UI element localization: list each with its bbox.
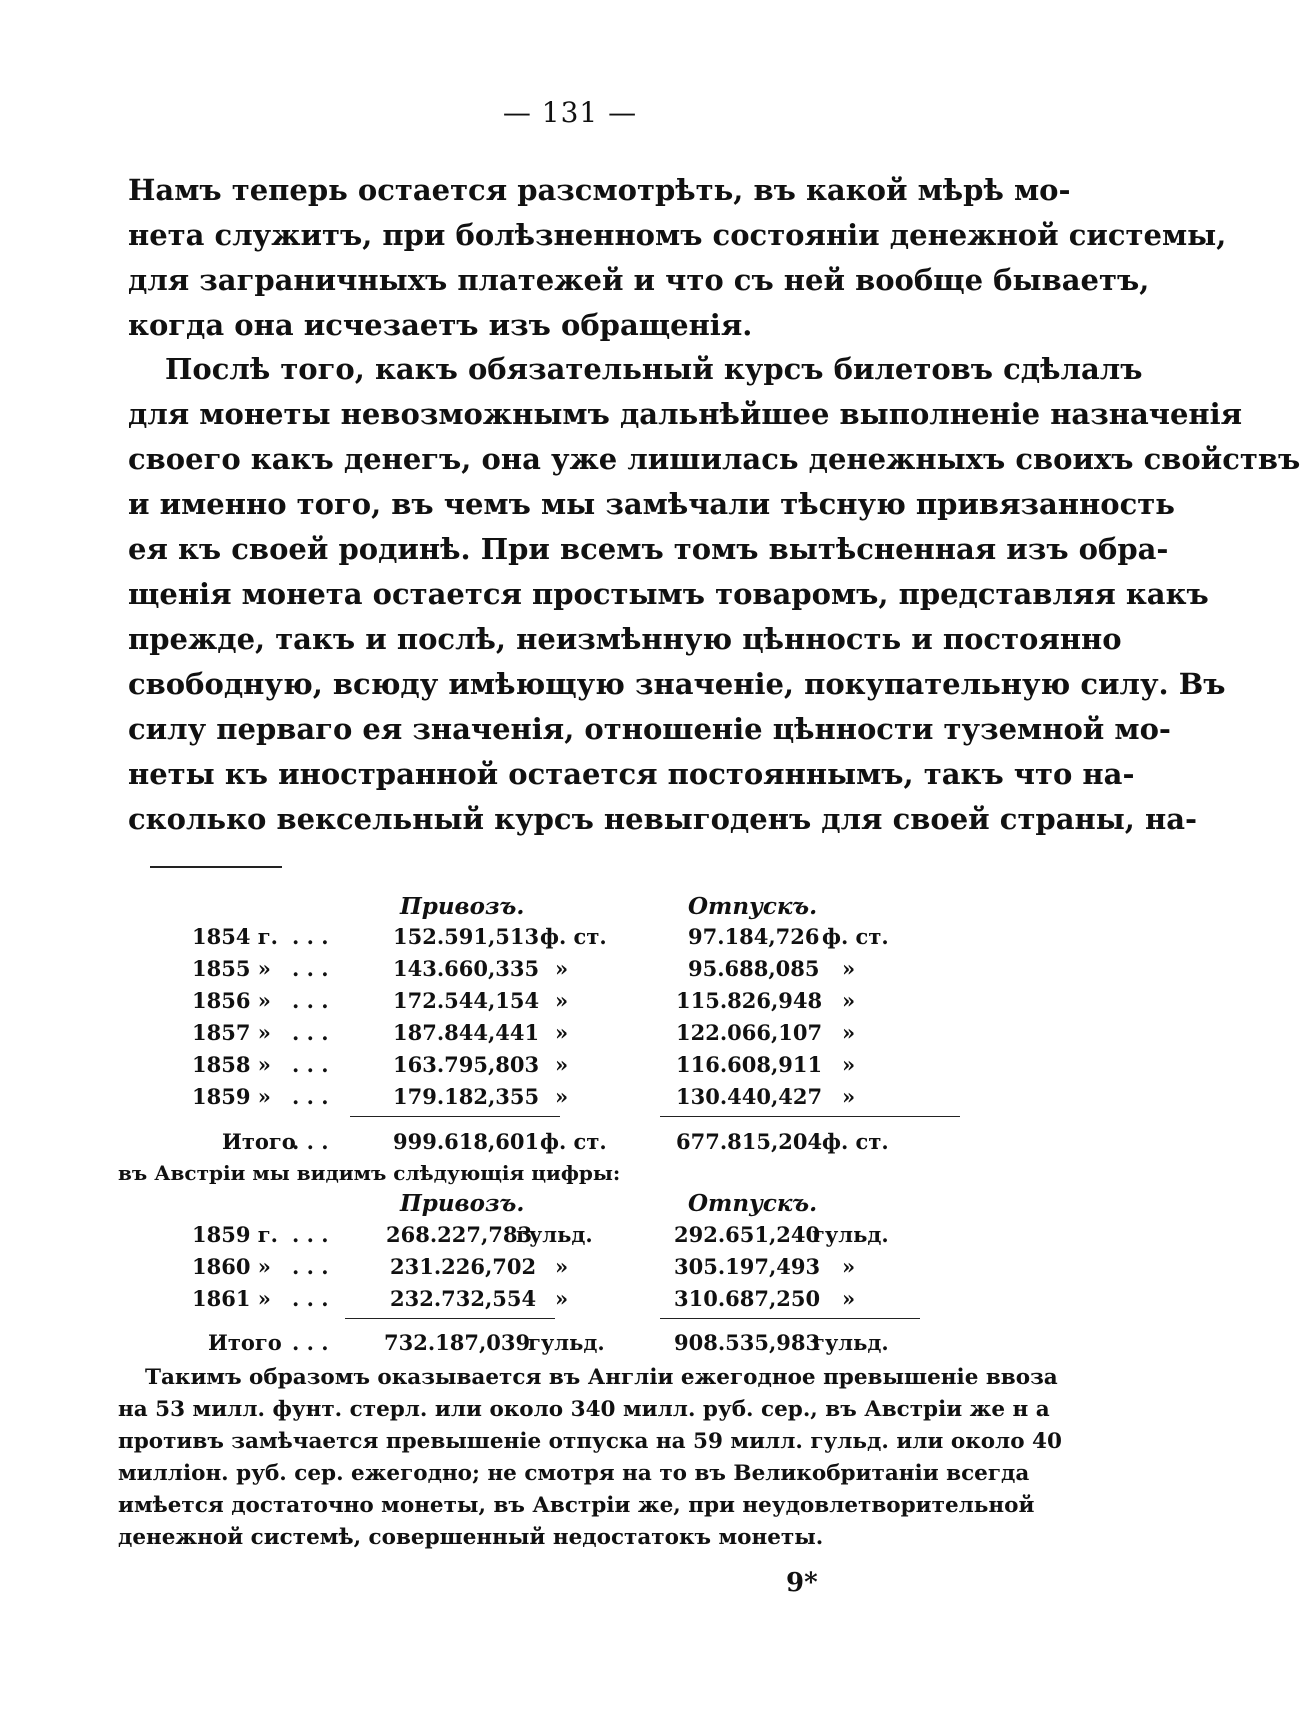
footnote-line: противъ замѣчается превышеніе отпуска на 59 милл. гульд. или около 40	[118, 1429, 1062, 1454]
import-unit: гульд.	[516, 1222, 593, 1247]
total-label: Итого	[222, 1129, 296, 1154]
export-unit: »	[842, 988, 856, 1013]
export-unit: »	[842, 1286, 856, 1311]
export-unit: гульд.	[812, 1222, 889, 1247]
export-unit: »	[842, 956, 856, 981]
footnote-line: Такимъ образомъ оказывается въ Англіи ежегодное превышеніе ввоза	[145, 1365, 1058, 1390]
year-cell: 1860 »	[192, 1254, 271, 1279]
footnote-line: денежной системѣ, совершенный недостатокъ монеты.	[118, 1525, 824, 1550]
import-unit: »	[555, 988, 569, 1013]
austria-import-header: Привозъ.	[400, 1190, 525, 1217]
body-line: своего какъ денегъ, она уже лишилась денежныхъ своихъ свойствъ	[128, 442, 1300, 476]
year-cell: 1855 »	[192, 956, 271, 981]
leader-dots: . . .	[292, 1286, 329, 1311]
total-export: 677.815,204	[676, 1129, 823, 1154]
import-cell: 172.544,154	[393, 988, 540, 1013]
export-unit: »	[842, 1020, 856, 1045]
body-line: Послѣ того, какъ обязательный курсъ билетовъ сдѣлалъ	[165, 352, 1143, 386]
leader-dots: . . .	[292, 1222, 329, 1247]
total-export-unit: гульд.	[812, 1330, 889, 1355]
footnote-line: имѣется достаточно монеты, въ Австріи же, при неудовлетворительной	[118, 1493, 1035, 1518]
import-unit: »	[555, 956, 569, 981]
export-unit: ф. ст.	[822, 924, 889, 949]
body-line: неты къ иностранной остается постояннымъ, такъ что на-	[128, 757, 1135, 791]
sum-rule	[660, 1116, 960, 1117]
import-unit: »	[555, 1052, 569, 1077]
england-export-header: Отпускъ.	[688, 893, 818, 920]
sum-rule	[660, 1318, 920, 1319]
export-unit: »	[842, 1254, 856, 1279]
year-cell: 1859 »	[192, 1084, 271, 1109]
leader-dots: . . .	[292, 988, 329, 1013]
import-cell: 163.795,803	[393, 1052, 540, 1077]
body-line: ея къ своей родинѣ. При всемъ томъ вытѣсненная изъ обра-	[128, 532, 1169, 566]
import-cell: 231.226,702	[390, 1254, 537, 1279]
body-line: и именно того, въ чемъ мы замѣчали тѣсную привязанность	[128, 487, 1175, 521]
import-unit: »	[555, 1084, 569, 1109]
year-cell: 1856 »	[192, 988, 271, 1013]
footnote-separator	[150, 866, 282, 868]
total-label: Итого	[208, 1330, 282, 1355]
leader-dots: . . .	[292, 1020, 329, 1045]
body-line: щенія монета остается простымъ товаромъ, представляя какъ	[128, 577, 1209, 611]
export-unit: »	[842, 1084, 856, 1109]
footnote-line: на 53 милл. фунт. стерл. или около 340 милл. руб. сер., въ Австріи же н а	[118, 1397, 1050, 1422]
page-number: — 131 —	[502, 96, 638, 129]
sum-rule	[345, 1318, 555, 1319]
year-cell: 1859 г.	[192, 1222, 278, 1247]
import-unit: »	[555, 1254, 569, 1279]
total-export-unit: ф. ст.	[822, 1129, 889, 1154]
import-cell: 187.844,441	[393, 1020, 540, 1045]
import-cell: 143.660,335	[393, 956, 540, 981]
import-unit: »	[555, 1020, 569, 1045]
leader-dots: . . .	[292, 1052, 329, 1077]
signature-mark: 9*	[786, 1568, 818, 1598]
export-cell: 116.608,911	[676, 1052, 823, 1077]
body-line: нета служитъ, при болѣзненномъ состояніи денежной системы,	[128, 218, 1227, 252]
body-line: сколько вексельный курсъ невыгоденъ для своей страны, на-	[128, 802, 1198, 836]
year-cell: 1861 »	[192, 1286, 271, 1311]
body-line: силу перваго ея значенія, отношеніе цѣнности туземной мо-	[128, 712, 1171, 746]
leader-dots: . . .	[292, 1254, 329, 1279]
export-cell: 292.651,240	[674, 1222, 821, 1247]
export-cell: 115.826,948	[676, 988, 823, 1013]
body-line: когда она исчезаетъ изъ обращенія.	[128, 308, 753, 342]
body-line: для монеты невозможнымъ дальнѣйшее выполненіе назначенія	[128, 397, 1243, 431]
leader-dots: . . .	[292, 924, 329, 949]
export-cell: 122.066,107	[676, 1020, 823, 1045]
leader-dots: . . .	[292, 1330, 329, 1355]
year-cell: 1857 »	[192, 1020, 271, 1045]
england-import-header: Привозъ.	[400, 893, 525, 920]
total-import-unit: гульд.	[528, 1330, 605, 1355]
total-import: 999.618,601	[393, 1129, 540, 1154]
total-import: 732.187,039	[384, 1330, 531, 1355]
austria-intro: въ Австріи мы видимъ слѣдующія цифры:	[118, 1161, 621, 1185]
total-import-unit: ф. ст.	[540, 1129, 607, 1154]
body-line: прежде, такъ и послѣ, неизмѣнную цѣнность и постоянно	[128, 622, 1122, 656]
export-cell: 130.440,427	[676, 1084, 823, 1109]
austria-export-header: Отпускъ.	[688, 1190, 818, 1217]
total-export: 908.535,983	[674, 1330, 821, 1355]
import-cell: 179.182,355	[393, 1084, 540, 1109]
export-cell: 310.687,250	[674, 1286, 821, 1311]
import-cell: 268.227,783	[386, 1222, 533, 1247]
body-line: для заграничныхъ платежей и что съ ней вообще бываетъ,	[128, 263, 1150, 297]
year-cell: 1854 г.	[192, 924, 278, 949]
import-cell: 152.591,513	[393, 924, 540, 949]
export-cell: 95.688,085	[688, 956, 820, 981]
body-line: свободную, всюду имѣющую значеніе, покупательную силу. Въ	[128, 667, 1226, 701]
export-cell: 305.197,493	[674, 1254, 821, 1279]
export-unit: »	[842, 1052, 856, 1077]
leader-dots: . . .	[292, 956, 329, 981]
footnote-line: милліон. руб. сер. ежегодно; не смотря на то въ Великобританіи всегда	[118, 1461, 1030, 1486]
import-cell: 232.732,554	[390, 1286, 537, 1311]
sum-rule	[350, 1116, 560, 1117]
year-cell: 1858 »	[192, 1052, 271, 1077]
body-line: Намъ теперь остается разсмотрѣть, въ какой мѣрѣ мо-	[128, 173, 1071, 207]
leader-dots: . . .	[292, 1129, 329, 1154]
leader-dots: . . .	[292, 1084, 329, 1109]
export-cell: 97.184,726	[688, 924, 820, 949]
import-unit: »	[555, 1286, 569, 1311]
import-unit: ф. ст.	[540, 924, 607, 949]
